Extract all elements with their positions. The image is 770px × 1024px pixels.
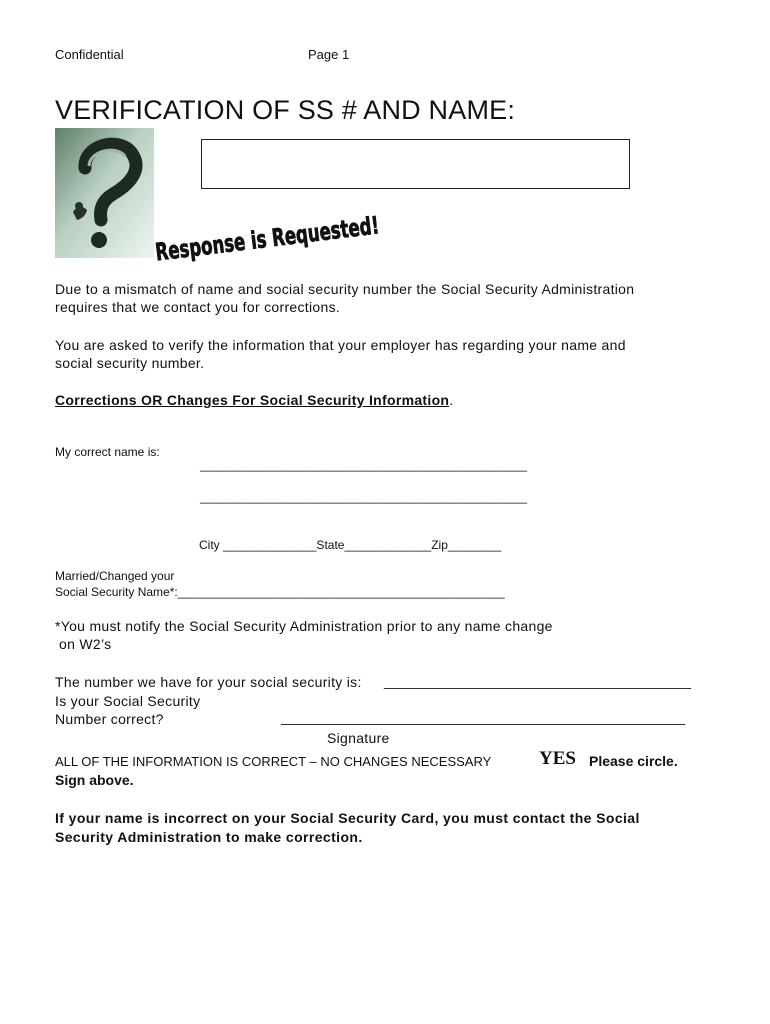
page-number: Page 1 xyxy=(308,47,350,62)
married-label: Married/Changed your xyxy=(55,569,175,583)
sign-above-text: Sign above. xyxy=(55,772,134,788)
correct-name-line-2[interactable]: _________________________________________________ xyxy=(200,490,528,504)
footer-notice-line: Security Administration to make correction. xyxy=(55,829,363,845)
ssn-number-line[interactable]: ______________________________________ xyxy=(384,673,692,689)
confidential-label: Confidential xyxy=(55,47,124,62)
question-mark-figure-icon xyxy=(55,128,154,258)
city-state-zip-line[interactable]: City ______________State_____________Zip________ xyxy=(199,538,502,552)
married-name-line[interactable]: Social Security Name*:_________________________________________________ xyxy=(55,585,505,599)
response-box xyxy=(201,139,630,189)
signature-line[interactable]: __________________________________________________ xyxy=(281,709,686,725)
signature-label: Signature xyxy=(327,730,390,746)
corrections-heading: Corrections OR Changes For Social Security Information. xyxy=(55,392,454,408)
intro-paragraph-line: Due to a mismatch of name and social security number the Social Security Administration xyxy=(55,281,635,297)
all-correct-text: ALL OF THE INFORMATION IS CORRECT – NO CHANGES NECESSARY xyxy=(55,754,492,769)
yes-option[interactable]: YES xyxy=(539,748,576,769)
intro-paragraph-line: requires that we contact you for corrections. xyxy=(55,299,341,315)
please-circle-text: Please circle. xyxy=(589,753,678,769)
response-banner-icon xyxy=(146,193,480,267)
intro-paragraph-line: You are asked to verify the information that your employer has regarding your name and xyxy=(55,337,626,353)
banner-text: Response is Requested! xyxy=(153,199,480,267)
ssn-question-line: Number correct? xyxy=(55,711,164,727)
footer-notice-line: If your name is incorrect on your Social Security Card, you must contact the Social xyxy=(55,810,640,826)
notice-line: on W2’s xyxy=(59,636,112,652)
ssn-question-line: Is your Social Security xyxy=(55,693,201,709)
page-title: VERIFICATION OF SS # AND NAME: xyxy=(55,95,516,125)
notice-line: *You must notify the Social Security Administration prior to any name change xyxy=(55,618,553,634)
correct-name-line-1[interactable]: _________________________________________________ xyxy=(200,458,528,472)
intro-paragraph-line: social security number. xyxy=(55,355,205,371)
ssn-number-label: The number we have for your social security is: xyxy=(55,674,362,690)
correct-name-label: My correct name is: xyxy=(55,445,160,459)
